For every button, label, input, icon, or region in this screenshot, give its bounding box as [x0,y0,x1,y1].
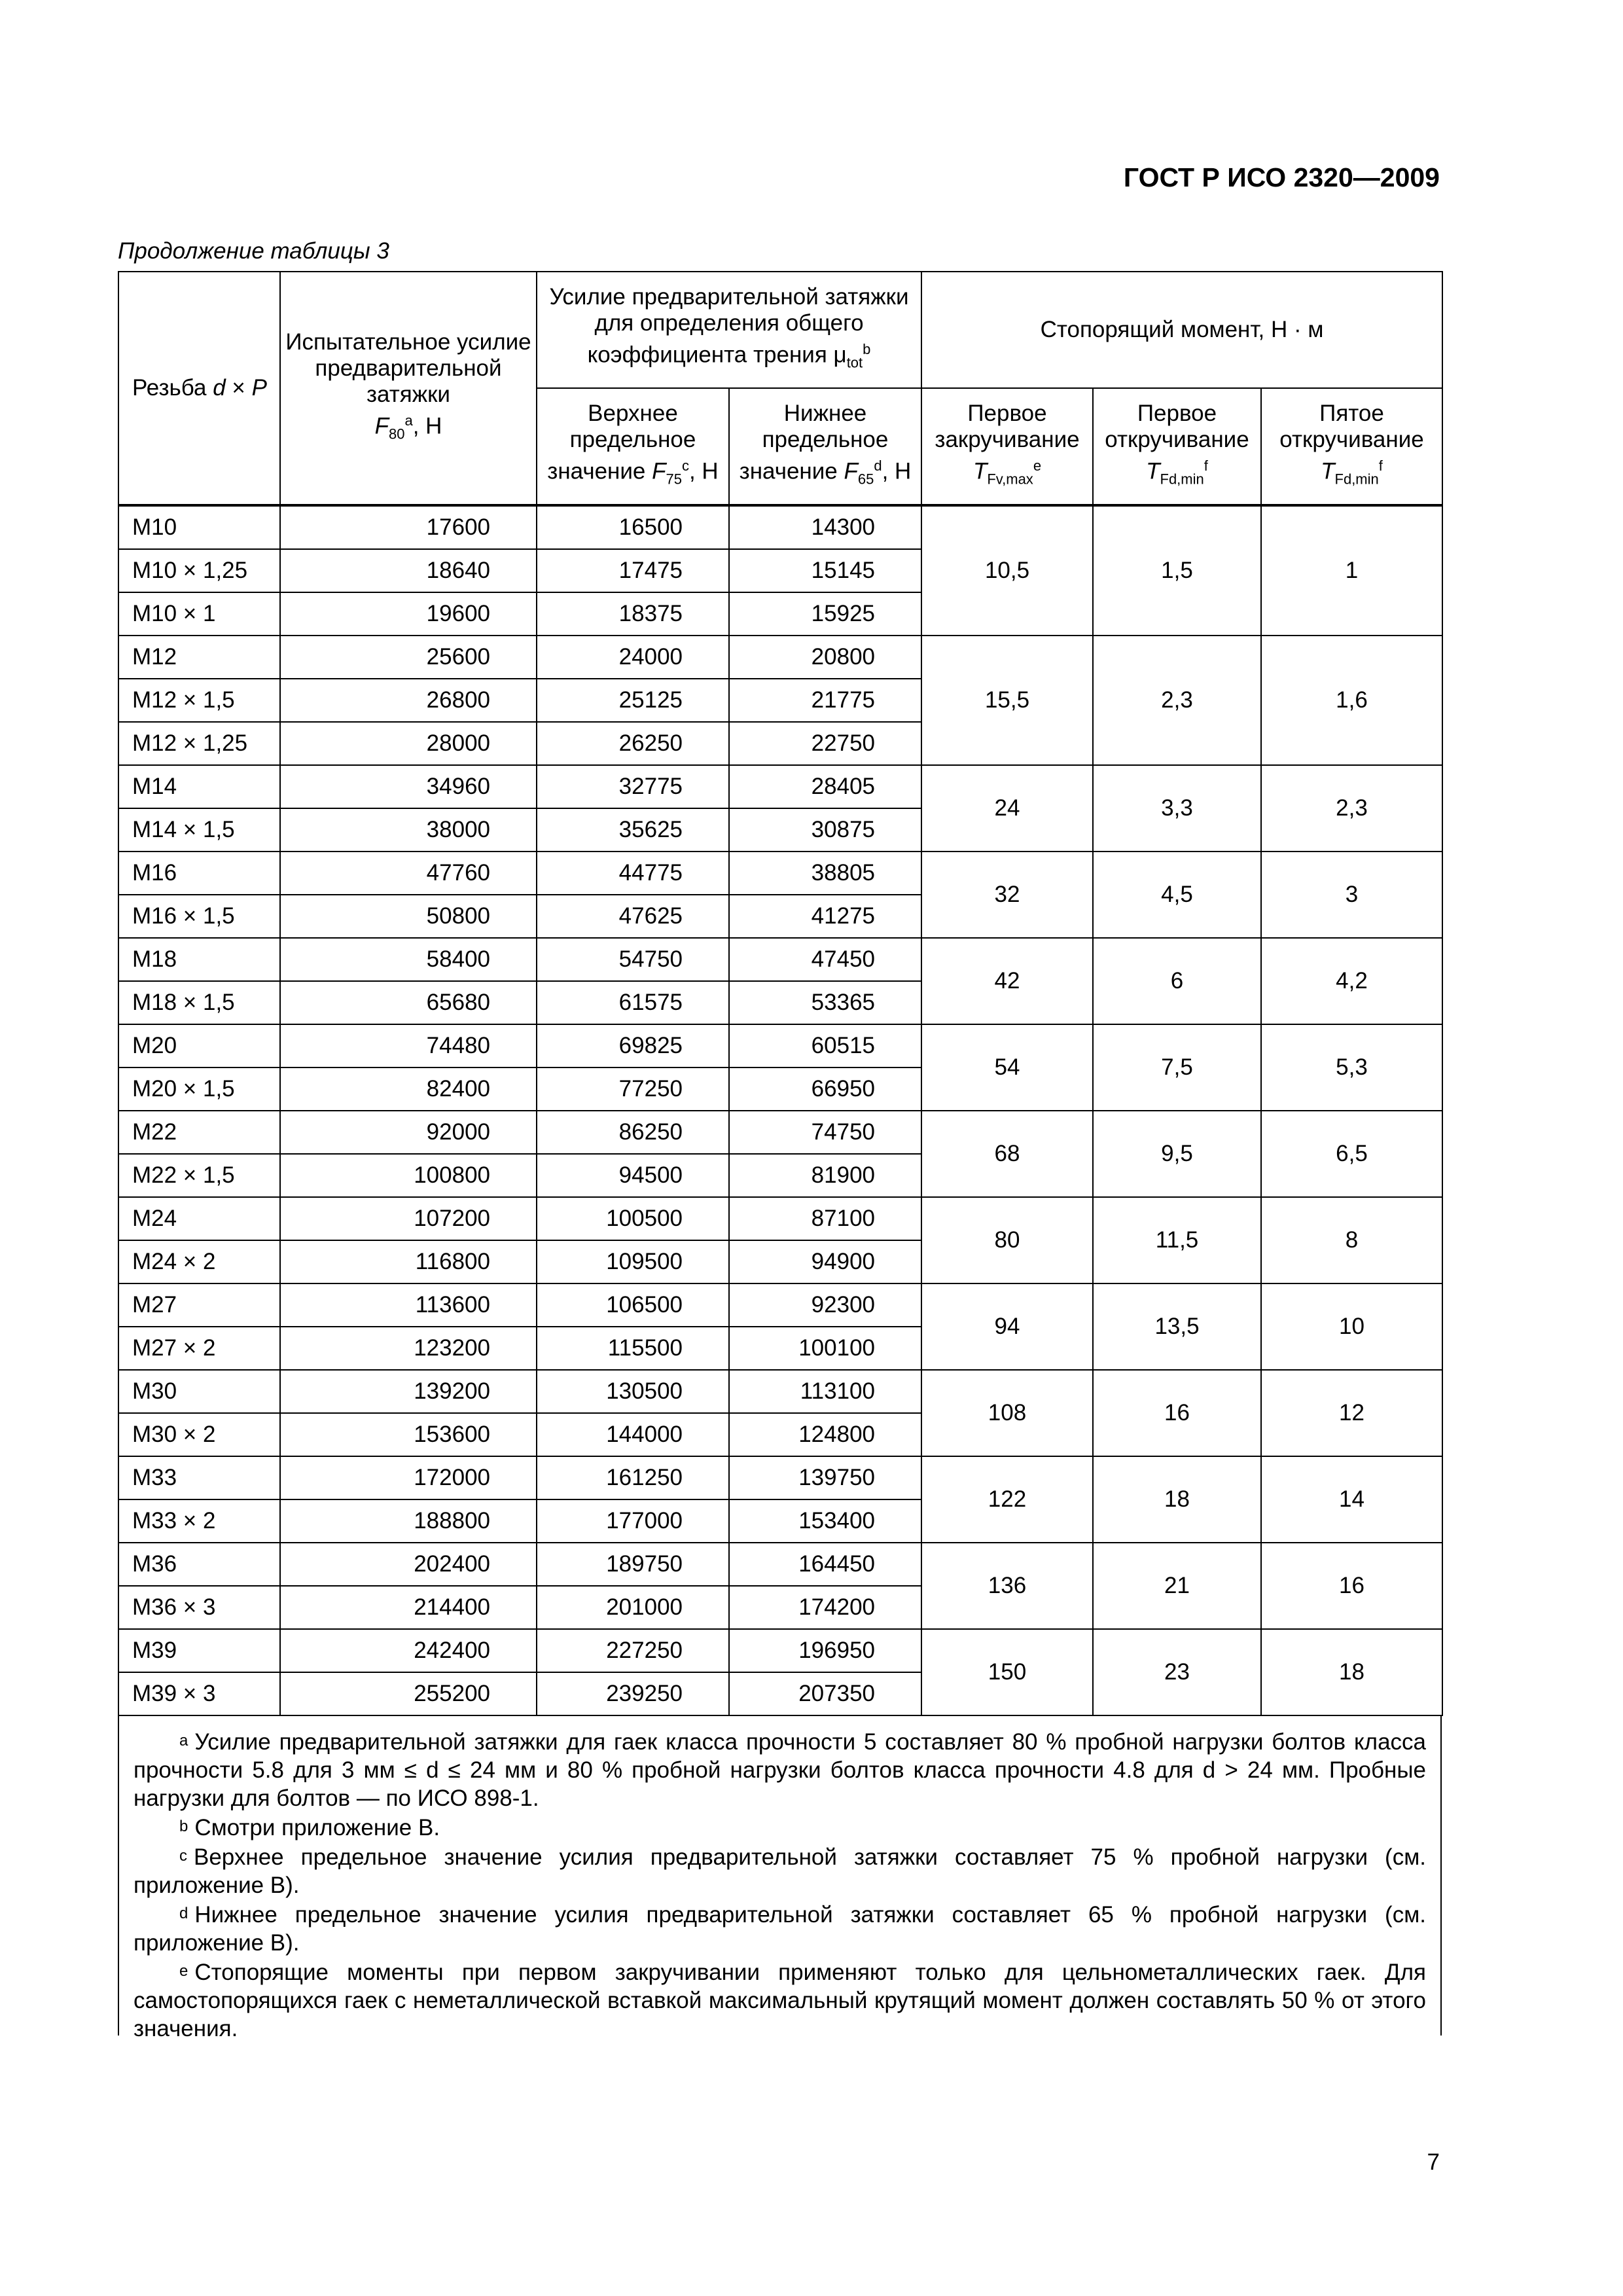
cell-proof-load: 202400 [280,1543,537,1586]
header-clamp-force: Усилие предварительной затяжки для определения общего коэффициента трения $\mu_{tot}^b$ [537,272,921,388]
footnote-text: Стопорящие моменты при первом закручивании применяют только для цельнометаллических гаек. Для самостопорящихся гаек с неметаллической вставкой максимальный крутящий момент должен составлять 50 % от этого значения. [134,1960,1426,2041]
cell-first-on-torque: 24 [921,765,1093,852]
cell-thread: M14 [118,765,280,808]
cell-proof-load: 188800 [280,1499,537,1543]
cell-upper-limit: 130500 [537,1370,729,1413]
cell-lower-limit: 94900 [729,1240,921,1283]
cell-upper-limit: 239250 [537,1672,729,1715]
table-row [118,636,1442,679]
cell-upper-limit: 32775 [537,765,729,808]
table-row [118,1543,1442,1586]
cell-lower-limit: 15925 [729,592,921,636]
cell-fifth-off-torque: 8 [1261,1197,1442,1283]
cell-thread: M24 [118,1197,280,1240]
table-row [118,505,1442,549]
cell-lower-limit: 139750 [729,1456,921,1499]
cell-proof-load: 18640 [280,549,537,592]
cell-fifth-off-torque: 4,2 [1261,938,1442,1024]
footnote-mark: c [179,1847,187,1865]
cell-lower-limit: 207350 [729,1672,921,1715]
table-row [118,1370,1442,1413]
cell-lower-limit: 38805 [729,852,921,895]
cell-thread: M20 [118,1024,280,1067]
cell-proof-load: 34960 [280,765,537,808]
cell-proof-load: 47760 [280,852,537,895]
cell-first-off-torque: 3,3 [1093,765,1261,852]
footnote [134,1727,1426,1812]
header-proof-load: Испытательное усилие предварительной затяжки $F_{80}^a$, Н [280,272,537,505]
cell-thread: M12 × 1,5 [118,679,280,722]
cell-proof-load: 100800 [280,1154,537,1197]
cell-proof-load: 58400 [280,938,537,981]
cell-first-off-torque: 23 [1093,1629,1261,1715]
cell-proof-load: 242400 [280,1629,537,1672]
cell-thread: M36 [118,1543,280,1586]
cell-thread: M39 × 3 [118,1672,280,1715]
cell-first-on-torque: 32 [921,852,1093,938]
footnote-text: Нижнее предельное значение усилия предварительной затяжки составляет 65 % пробной нагрузки (см. приложение В). [134,1902,1426,1956]
cell-upper-limit: 161250 [537,1456,729,1499]
cell-first-off-torque: 1,5 [1093,505,1261,636]
table-header [118,272,1442,505]
cell-upper-limit: 100500 [537,1197,729,1240]
cell-thread: M16 [118,852,280,895]
cell-fifth-off-torque: 2,3 [1261,765,1442,852]
cell-lower-limit: 41275 [729,895,921,938]
table-row [118,1024,1442,1067]
cell-thread: M36 × 3 [118,1586,280,1629]
cell-proof-load: 50800 [280,895,537,938]
cell-thread: M20 × 1,5 [118,1067,280,1111]
cell-fifth-off-torque: 3 [1261,852,1442,938]
cell-fifth-off-torque: 16 [1261,1543,1442,1629]
cell-lower-limit: 153400 [729,1499,921,1543]
cell-thread: M27 × 2 [118,1327,280,1370]
header-upper-limit: Верхнее предельное значение $F_{75}^c$, Н [537,388,729,505]
cell-lower-limit: 124800 [729,1413,921,1456]
cell-proof-load: 123200 [280,1327,537,1370]
cell-lower-limit: 196950 [729,1629,921,1672]
table-caption: Продолжение таблицы 3 [118,238,389,264]
cell-lower-limit: 174200 [729,1586,921,1629]
cell-thread: M33 × 2 [118,1499,280,1543]
cell-thread: M10 × 1,25 [118,549,280,592]
cell-thread: M27 [118,1283,280,1327]
header-thread: Резьба d × P [118,272,280,505]
cell-upper-limit: 177000 [537,1499,729,1543]
cell-lower-limit: 113100 [729,1370,921,1413]
cell-proof-load: 139200 [280,1370,537,1413]
cell-upper-limit: 86250 [537,1111,729,1154]
data-table [118,271,1443,1716]
cell-first-on-torque: 10,5 [921,505,1093,636]
page-number: 7 [1427,2149,1440,2175]
cell-proof-load: 19600 [280,592,537,636]
cell-first-off-torque: 18 [1093,1456,1261,1543]
cell-proof-load: 113600 [280,1283,537,1327]
cell-lower-limit: 20800 [729,636,921,679]
header-lower-limit: Нижнее предельное значение $F_{65}^d$, Н [729,388,921,505]
cell-upper-limit: 61575 [537,981,729,1024]
footnote-text: Верхнее предельное значение усилия предварительной затяжки составляет 75 % пробной нагрузки (см. приложение В). [134,1844,1426,1898]
cell-first-on-torque: 150 [921,1629,1093,1715]
footnotes [118,1716,1442,2041]
cell-upper-limit: 77250 [537,1067,729,1111]
table-row [118,1111,1442,1154]
cell-first-on-torque: 15,5 [921,636,1093,765]
cell-proof-load: 255200 [280,1672,537,1715]
cell-thread: M10 × 1 [118,592,280,636]
cell-upper-limit: 16500 [537,505,729,549]
cell-first-on-torque: 42 [921,938,1093,1024]
cell-upper-limit: 69825 [537,1024,729,1067]
cell-thread: M18 [118,938,280,981]
table-row [118,1629,1442,1672]
cell-upper-limit: 189750 [537,1543,729,1586]
footnote [134,1812,1426,1842]
cell-first-on-torque: 94 [921,1283,1093,1370]
cell-thread: M18 × 1,5 [118,981,280,1024]
table-container [118,271,1442,2041]
cell-lower-limit: 30875 [729,808,921,852]
cell-thread: M39 [118,1629,280,1672]
cell-upper-limit: 54750 [537,938,729,981]
header-fifth-off: Пятое откручивание $T_{Fd,min}^f$ [1261,388,1442,505]
cell-lower-limit: 53365 [729,981,921,1024]
cell-thread: M12 × 1,25 [118,722,280,765]
cell-upper-limit: 17475 [537,549,729,592]
footnote-mark: e [179,1962,188,1980]
cell-lower-limit: 164450 [729,1543,921,1586]
cell-proof-load: 116800 [280,1240,537,1283]
cell-lower-limit: 92300 [729,1283,921,1327]
cell-first-on-torque: 54 [921,1024,1093,1111]
cell-fifth-off-torque: 1 [1261,505,1442,636]
cell-proof-load: 92000 [280,1111,537,1154]
cell-upper-limit: 227250 [537,1629,729,1672]
footnote [134,1899,1426,1957]
footnote-text: Усилие предварительной затяжки для гаек класса прочности 5 составляет 80 % пробной нагрузки болтов класса прочности 5.8 для 3 мм ≤ d ≤ 24 мм и 80 % пробной нагрузки болтов класса прочности 4.8 для d > 24 мм. Пробные нагрузки для болтов — по ИСО 898-1. [134,1729,1426,1811]
cell-lower-limit: 74750 [729,1111,921,1154]
cell-first-off-torque: 2,3 [1093,636,1261,765]
cell-first-off-torque: 7,5 [1093,1024,1261,1111]
cell-fifth-off-torque: 1,6 [1261,636,1442,765]
cell-proof-load: 26800 [280,679,537,722]
footnote [134,1957,1426,2043]
footnote [134,1842,1426,1899]
footnote-mark: a [179,1732,188,1749]
cell-first-on-torque: 136 [921,1543,1093,1629]
cell-lower-limit: 60515 [729,1024,921,1067]
cell-first-off-torque: 21 [1093,1543,1261,1629]
cell-upper-limit: 115500 [537,1327,729,1370]
cell-thread: M16 × 1,5 [118,895,280,938]
cell-lower-limit: 81900 [729,1154,921,1197]
cell-lower-limit: 22750 [729,722,921,765]
cell-fifth-off-torque: 10 [1261,1283,1442,1370]
header-first-on: Первое закручивание $T_{Fv,max}^e$ [921,388,1093,505]
cell-first-on-torque: 80 [921,1197,1093,1283]
table-row [118,765,1442,808]
cell-thread: M22 [118,1111,280,1154]
cell-thread: M30 × 2 [118,1413,280,1456]
cell-thread: M10 [118,505,280,549]
cell-proof-load: 25600 [280,636,537,679]
cell-fifth-off-torque: 18 [1261,1629,1442,1715]
cell-upper-limit: 47625 [537,895,729,938]
cell-upper-limit: 94500 [537,1154,729,1197]
cell-upper-limit: 26250 [537,722,729,765]
cell-upper-limit: 201000 [537,1586,729,1629]
cell-proof-load: 82400 [280,1067,537,1111]
footnote-text: Смотри приложение В. [194,1815,440,1840]
header-first-off: Первое откручивание $T_{Fd,min}^f$ [1093,388,1261,505]
cell-first-on-torque: 68 [921,1111,1093,1197]
cell-lower-limit: 47450 [729,938,921,981]
cell-first-off-torque: 11,5 [1093,1197,1261,1283]
table-row [118,1283,1442,1327]
cell-proof-load: 153600 [280,1413,537,1456]
cell-upper-limit: 44775 [537,852,729,895]
cell-proof-load: 17600 [280,505,537,549]
cell-lower-limit: 14300 [729,505,921,549]
table-row [118,852,1442,895]
cell-first-off-torque: 9,5 [1093,1111,1261,1197]
cell-lower-limit: 100100 [729,1327,921,1370]
table-row [118,1197,1442,1240]
cell-thread: M24 × 2 [118,1240,280,1283]
cell-proof-load: 74480 [280,1024,537,1067]
footnote-mark: b [179,1818,188,1835]
cell-thread: M22 × 1,5 [118,1154,280,1197]
cell-fifth-off-torque: 5,3 [1261,1024,1442,1111]
cell-upper-limit: 24000 [537,636,729,679]
cell-lower-limit: 66950 [729,1067,921,1111]
cell-thread: M14 × 1,5 [118,808,280,852]
cell-lower-limit: 87100 [729,1197,921,1240]
cell-fifth-off-torque: 14 [1261,1456,1442,1543]
cell-proof-load: 107200 [280,1197,537,1240]
cell-first-on-torque: 108 [921,1370,1093,1456]
cell-upper-limit: 35625 [537,808,729,852]
cell-lower-limit: 21775 [729,679,921,722]
table-body [118,505,1442,1715]
cell-first-off-torque: 4,5 [1093,852,1261,938]
cell-upper-limit: 18375 [537,592,729,636]
cell-upper-limit: 25125 [537,679,729,722]
cell-lower-limit: 28405 [729,765,921,808]
cell-fifth-off-torque: 6,5 [1261,1111,1442,1197]
header-prevailing-torque: Стопорящий момент, Н · м [921,272,1442,388]
cell-proof-load: 214400 [280,1586,537,1629]
cell-upper-limit: 144000 [537,1413,729,1456]
standard-designation: ГОСТ Р ИСО 2320—2009 [1123,162,1440,192]
cell-proof-load: 172000 [280,1456,537,1499]
cell-first-off-torque: 16 [1093,1370,1261,1456]
cell-thread: M12 [118,636,280,679]
cell-first-off-torque: 13,5 [1093,1283,1261,1370]
footnote-mark: d [179,1905,188,1922]
cell-proof-load: 38000 [280,808,537,852]
cell-proof-load: 28000 [280,722,537,765]
cell-first-off-torque: 6 [1093,938,1261,1024]
table-row [118,938,1442,981]
cell-proof-load: 65680 [280,981,537,1024]
cell-thread: M30 [118,1370,280,1413]
cell-upper-limit: 106500 [537,1283,729,1327]
cell-lower-limit: 15145 [729,549,921,592]
cell-first-on-torque: 122 [921,1456,1093,1543]
cell-thread: M33 [118,1456,280,1499]
table-row [118,1456,1442,1499]
cell-upper-limit: 109500 [537,1240,729,1283]
cell-fifth-off-torque: 12 [1261,1370,1442,1456]
